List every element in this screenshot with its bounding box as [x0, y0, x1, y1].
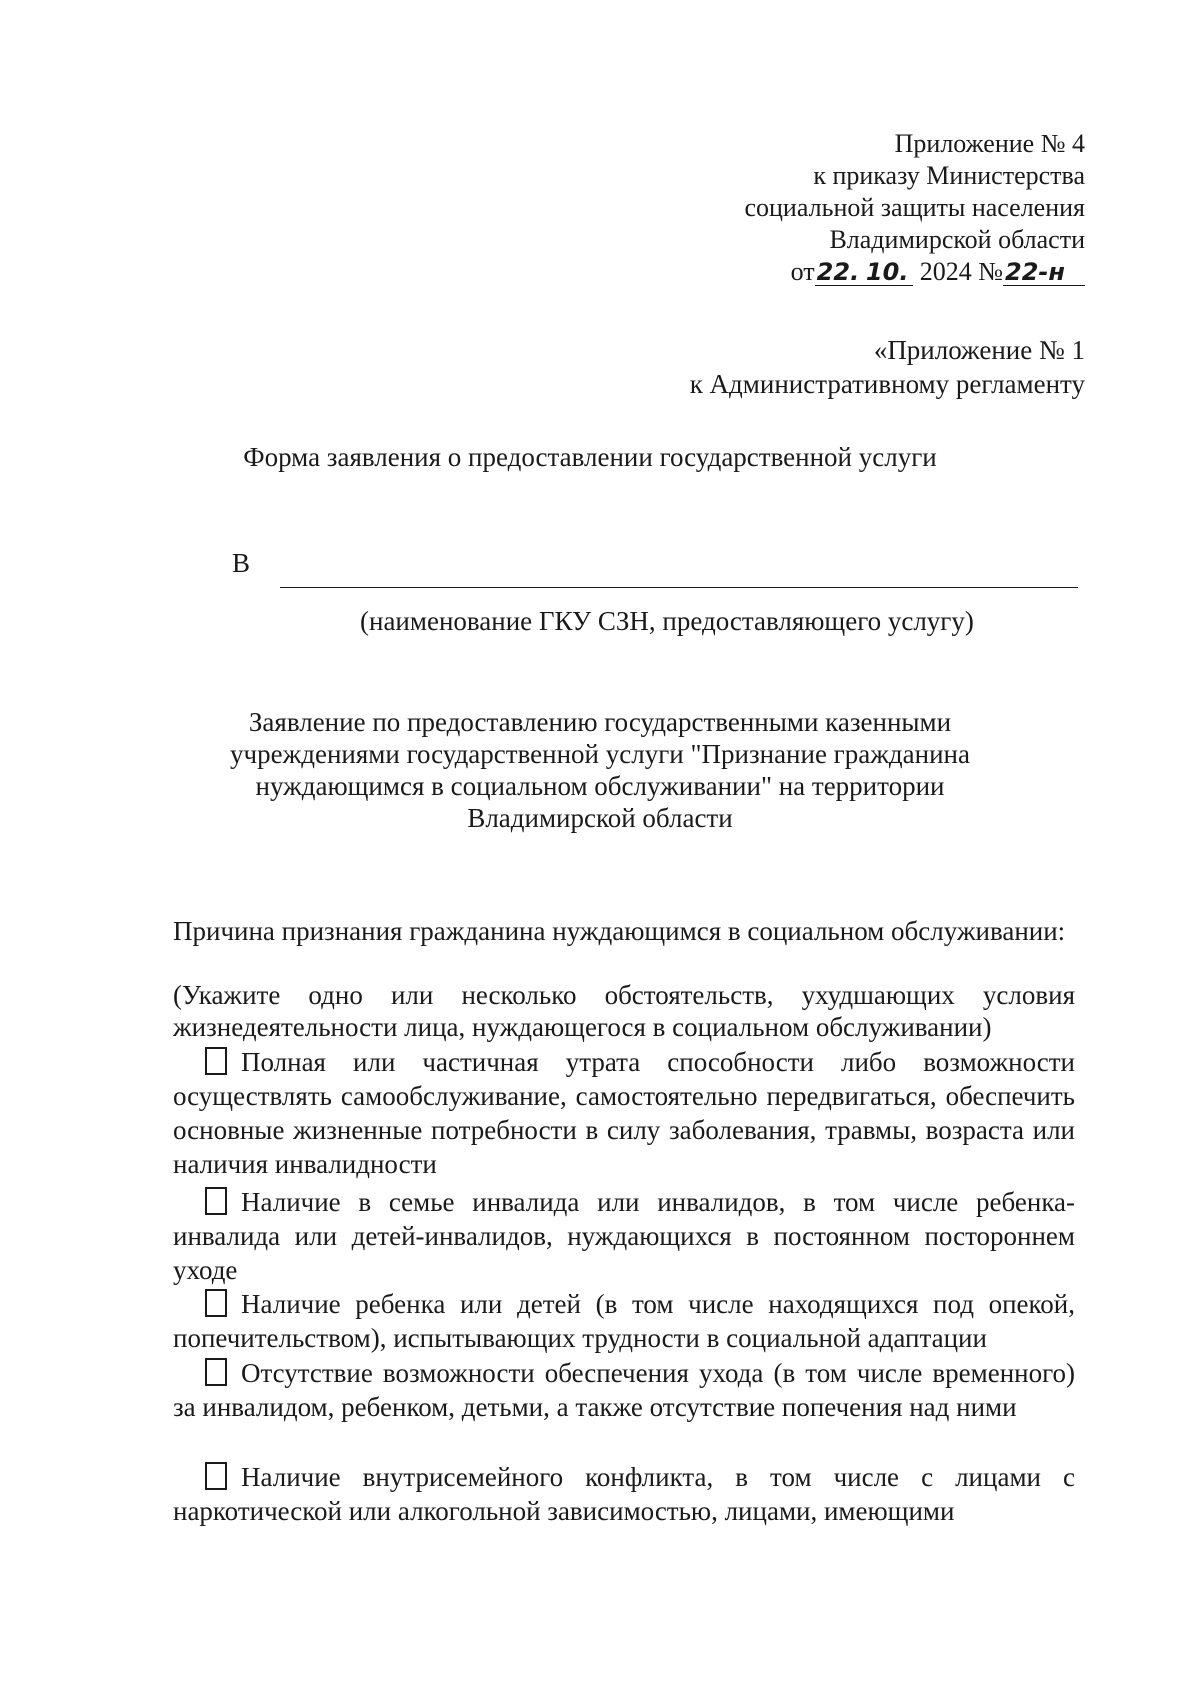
annex-line: к Административному регламенту	[689, 369, 1085, 399]
reason-option-text: Наличие внутрисемейного конфликта, в том числе с лицами с наркотической или алкогольной зависимостью, лицами, имеющими	[173, 1462, 1075, 1526]
statement-title-line: Заявление по предоставлению государственными казенными	[248, 707, 952, 737]
handwritten-order-number: 22-н	[1003, 259, 1085, 286]
checkbox[interactable]	[205, 1358, 227, 1386]
header-line: Приложение № 4	[894, 129, 1085, 158]
header-line: социальной защиты населения	[744, 193, 1085, 222]
handwritten-day: 22.	[816, 258, 860, 286]
reason-option	[173, 1460, 1075, 1528]
date-prefix: от	[790, 257, 815, 286]
checkbox[interactable]	[205, 1187, 227, 1215]
statement-title-line: учреждениями государственной услуги "Признание гражданина	[230, 739, 970, 769]
recipient-caption: (наименование ГКУ СЗН, предоставляющего услугу)	[360, 606, 974, 636]
reason-heading: Причина признания гражданина нуждающимся в социальном обслуживании:	[173, 916, 1066, 946]
reason-option-text: Полная или частичная утрата способности либо возможности осуществлять самообслуживание, самостоятельно передвигаться, обеспечить основные жизненные потребности в силу заболевания, травмы, возраста или наличия инвалидности	[173, 1047, 1075, 1179]
checkbox[interactable]	[205, 1047, 227, 1075]
statement-title	[0, 706, 1200, 834]
recipient-fill-line[interactable]	[280, 587, 1078, 588]
recipient-prefix: В	[232, 548, 251, 578]
reason-option	[173, 1045, 1075, 1181]
order-date-line	[744, 256, 1085, 288]
statement-title-line: Владимирской области	[467, 803, 733, 833]
reason-option-text: Отсутствие возможности обеспечения ухода (в том числе временного) за инвалидом, ребенком, детьми, а также отсутствие попечения над ними	[173, 1358, 1075, 1422]
reason-hint: (Укажите одно или несколько обстоятельств, ухудшающих условия жизнедеятельности лица, нуждающегося в социальном обслуживании)	[173, 980, 1075, 1042]
statement-title-line: нуждающимся в социальном обслуживании" на территории	[255, 771, 945, 801]
checkbox[interactable]	[205, 1289, 227, 1317]
header-line: к приказу Министерства	[813, 161, 1085, 190]
checkbox[interactable]	[205, 1462, 227, 1490]
handwritten-month: 10.	[861, 259, 913, 286]
reason-option	[173, 1287, 1075, 1355]
reason-option-text: Наличие ребенка или детей (в том числе находящихся под опекой, попечительством), испытывающих трудности в социальной адаптации	[173, 1289, 1075, 1353]
reason-option-text: Наличие в семье инвалида или инвалидов, в том числе ребенка-инвалида или детей-инвалидов, нуждающихся в постоянном постороннем уходе	[173, 1187, 1075, 1285]
header-line: Владимирской области	[829, 225, 1085, 254]
reason-option	[173, 1356, 1075, 1424]
form-title: Форма заявления о предоставлении государственной услуги	[243, 442, 937, 472]
annex-header	[690, 333, 1085, 401]
order-header	[744, 128, 1085, 288]
date-year: 2024 №	[919, 257, 1003, 286]
annex-line: «Приложение № 1	[873, 335, 1085, 365]
reason-option	[173, 1185, 1075, 1287]
